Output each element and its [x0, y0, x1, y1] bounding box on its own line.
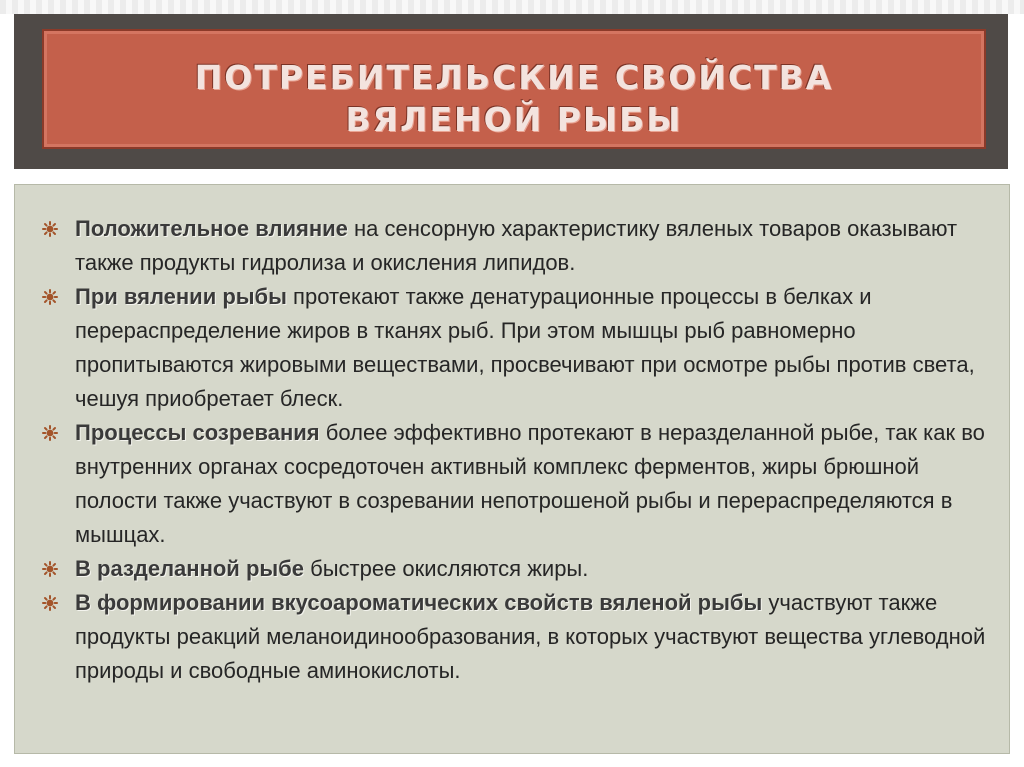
- sun-bullet-icon: [42, 221, 58, 237]
- bullet-list: [37, 212, 987, 688]
- bullet-text: быстрее окисляются жиры.: [304, 556, 589, 581]
- bullet-lead: В разделанной рыбе: [75, 556, 304, 581]
- sun-bullet-icon: [42, 425, 58, 441]
- bullet-lead: В формировании вкусоароматических свойств вяленой рыбы: [75, 590, 763, 615]
- bullet-item: [37, 586, 987, 688]
- sun-bullet-icon: [42, 595, 58, 611]
- bullet-text: участвуют также продукты реакций меланоидинообразования, в которых участвуют вещества углеводной природы и свободные аминокислоты.: [75, 590, 986, 683]
- content-panel: [14, 184, 1010, 754]
- bullet-item: [37, 552, 987, 586]
- bullet-item: [37, 212, 987, 280]
- bullet-text: протекают также денатурационные процессы в белках и перераспределение жиров в тканях рыб. При этом мышцы рыб равномерно пропитываются жировыми веществами, просвечивают при осмотре рыбы против света, чешуя приобретает блеск.: [75, 284, 975, 411]
- slide-title-line-1: ПОТРЕБИТЕЛЬСКИЕ СВОЙСТВА: [194, 58, 834, 97]
- top-frame-strip: [0, 0, 1024, 14]
- slide-title-line-2: ВЯЛЕНОЙ РЫБЫ: [345, 100, 683, 139]
- bullet-text: на сенсорную характеристику вяленых товаров оказывают также продукты гидролиза и окисления липидов.: [75, 216, 958, 275]
- sun-bullet-icon: [42, 289, 58, 305]
- bullet-lead: При вялении рыбы: [75, 284, 287, 309]
- sun-bullet-icon: [42, 561, 58, 577]
- bullet-lead: Процессы созревания: [75, 420, 320, 445]
- bullet-item: [37, 416, 987, 552]
- bullet-item: [37, 280, 987, 416]
- bullet-lead: Положительное влияние: [75, 216, 348, 241]
- slide-title: [44, 57, 984, 141]
- title-box: [42, 29, 986, 149]
- bullet-text: более эффективно протекают в неразделанной рыбе, так как во внутренних органах сосредоточен активный комплекс ферментов, жиры брюшной полости также участвуют в созревании непотрошеной рыбы и перераспределяются в мышцах.: [75, 420, 985, 547]
